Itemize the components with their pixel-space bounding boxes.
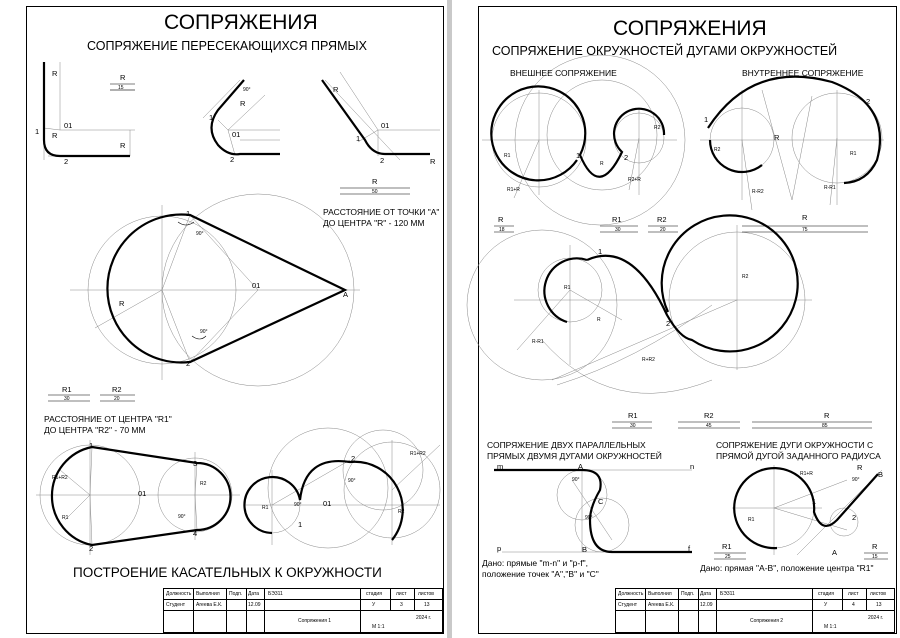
stamp-header-sheets: листов [418, 591, 434, 597]
external-tangency-label: ВНЕШНЕЕ СОПРЯЖЕНИЕ [510, 68, 617, 78]
int-rr2: R-R2 [752, 189, 764, 195]
line-r1r: R1+R [800, 471, 813, 477]
stamp-header-stage: стадия [366, 591, 382, 597]
ext-point-1: 1 [576, 151, 581, 160]
dim-mid-value-1: 30 [630, 423, 636, 429]
stamp-header-role: Должность [166, 591, 192, 597]
fig2-r: R [240, 99, 246, 108]
fig1-center-01: 01 [64, 121, 73, 130]
stamp-role: Студент [618, 602, 638, 608]
int-point-2: 2 [866, 97, 871, 106]
line-given-note: Дано: прямая "А-В", положение центра "R1" [700, 563, 874, 573]
int-r: R [774, 133, 780, 142]
par-a: A [578, 462, 584, 471]
sheet-2-title: СОПРЯЖЕНИЯ [613, 17, 767, 40]
stamp-sheet: 4 [852, 602, 855, 608]
ext-r1r: R1+R [507, 187, 520, 193]
stamp-group: БЭ311 [720, 591, 735, 597]
belt-point-2: 2 [89, 544, 94, 553]
drawing-sheet-1 [0, 0, 447, 638]
mix-point-2: 2 [666, 319, 671, 328]
line-point-1: 1 [812, 497, 817, 506]
line-tangency-caption: СОПРЯЖЕНИЕ ДУГИ ОКРУЖНОСТИ С ПРЯМОЙ ДУГОЙ ЗАДАННОГО РАДИУСА [716, 440, 881, 461]
line-r: R [857, 463, 863, 472]
stamp-scale: М 1:1 [824, 624, 837, 630]
mix-r1: R1 [564, 285, 571, 291]
caption-distance-a: РАССТОЯНИЕ ОТ ТОЧКИ "А" ДО ЦЕНТРА "R" - 120 ММ [323, 207, 440, 228]
big-point-a: A [343, 290, 349, 299]
sheet-2-subtitle: СОПРЯЖЕНИЕ ОКРУЖНОСТЕЙ ДУГАМИ ОКРУЖНОСТЕЙ [492, 44, 838, 58]
dim-mid-value-2: 45 [706, 423, 712, 429]
dim-mid-value-3: 85 [822, 423, 828, 429]
fig2-angle: 90° [243, 87, 251, 93]
fig2-point-1: 1 [209, 113, 214, 122]
big-center-01: 01 [252, 281, 261, 290]
arcs-angle-1: 90° [294, 502, 302, 508]
fig3-dim-value: 50 [372, 189, 378, 195]
fig1-dim-value: 15 [118, 85, 124, 91]
mix-r: R [597, 317, 601, 323]
ext-r2: R2 [654, 125, 661, 131]
fig1-r-inner: R [52, 131, 58, 140]
ext-r1: R1 [504, 153, 511, 159]
sheet-1-footer-title: ПОСТРОЕНИЕ КАСАТЕЛЬНЫХ К ОКРУЖНОСТИ [73, 565, 382, 580]
dim-top-value-2: 30 [615, 227, 621, 233]
big-point-1: 1 [186, 209, 191, 218]
stamp-year: 2024 г. [868, 615, 884, 621]
fig2-center-01: 01 [232, 130, 241, 139]
dim-r2-label: R2 [112, 385, 122, 394]
stamp-header-sheet: лист [848, 591, 859, 597]
arcs-r2: R2 [398, 509, 405, 515]
stamp-name: Агеева Е.К. [196, 602, 223, 608]
big-angle-bottom: 90° [200, 329, 208, 335]
par-f: f [688, 544, 691, 553]
fig1-point-2: 2 [64, 157, 69, 166]
dim-top-label-2: R1 [612, 215, 622, 224]
arcs-r1: R1 [262, 505, 269, 511]
stamp-date: 12.09 [248, 602, 261, 608]
caption-distance-r1r2: РАССТОЯНИЕ ОТ ЦЕНТРА "R1" ДО ЦЕНТРА "R2" - 70 ММ [44, 414, 172, 435]
stamp-scale: М 1:1 [372, 624, 385, 630]
par-angle-1: 90° [572, 477, 580, 483]
title-block-2 [615, 588, 895, 633]
line-r1: R1 [748, 517, 755, 523]
fig3-r: R [333, 85, 339, 94]
dim-bot-label-1: R1 [722, 542, 732, 551]
int-r1: R1 [850, 151, 857, 157]
big-point-2: 2 [186, 359, 191, 368]
stamp-header-sign: Подп. [229, 591, 243, 597]
stamp-date: 12.09 [700, 602, 713, 608]
stamp-stage: У [372, 602, 376, 608]
stamp-sheets: 13 [424, 602, 430, 608]
fig1-r-label: R [52, 69, 58, 78]
arcs-point-2: 2 [351, 454, 356, 463]
stamp-header-role: Должность [618, 591, 644, 597]
belt-point-1: 1 [89, 441, 94, 450]
line-angle: 90° [852, 477, 860, 483]
stamp-header-done: Выполнил [196, 591, 220, 597]
belt-r2: R2 [200, 481, 207, 487]
dim-top-label-1: R [498, 215, 504, 224]
par-b: B [582, 545, 588, 554]
sheet-1-title: СОПРЯЖЕНИЯ [164, 11, 318, 34]
dim-mid-label-2: R2 [704, 411, 714, 420]
ext-point-2: 2 [624, 153, 629, 162]
dim-r1-value: 30 [64, 396, 70, 402]
fig3-r2: R [430, 157, 436, 166]
fig3-center-01: 01 [381, 121, 390, 130]
stamp-header-sign: Подп. [681, 591, 695, 597]
drawing-sheet-2 [452, 0, 900, 638]
big-r: R [119, 299, 125, 308]
dim-bot-value-2: 15 [872, 554, 878, 560]
stamp-name: Агеева Е.К. [648, 602, 675, 608]
fig1-point-1: 1 [35, 127, 40, 136]
par-m: m [497, 462, 504, 471]
fig2-point-2: 2 [230, 155, 235, 164]
par-p: p [497, 544, 502, 553]
belt-angle: 90° [178, 514, 186, 520]
belt-point-4: 4 [193, 529, 198, 538]
dim-r1-label: R1 [62, 385, 72, 394]
stamp-header-sheets: листов [870, 591, 886, 597]
stamp-header-done: Выполнил [648, 591, 672, 597]
par-n: n [690, 462, 695, 471]
stamp-stage: У [824, 602, 828, 608]
stamp-year: 2024 г. [416, 615, 432, 621]
dim-mid-label-3: R [824, 411, 830, 420]
big-angle-top: 90° [196, 231, 204, 237]
parallel-caption: СОПРЯЖЕНИЕ ДВУХ ПАРАЛЛЕЛЬНЫХ ПРЯМЫХ ДВУМЯ ДУГАМИ ОКРУЖНОСТЕЙ [487, 440, 662, 461]
belt-r1r2: R1+R2 [52, 475, 68, 481]
stamp-sheet: 3 [400, 602, 403, 608]
stamp-header-date: Дата [700, 591, 712, 597]
ext-r2r: R2+R [628, 177, 641, 183]
belt-r1: R1 [62, 515, 69, 521]
parallel-given-note: Дано: прямые "m-n" и "p-f", положение точек "A","B" и "C" [482, 558, 599, 579]
stamp-sheets: 13 [876, 602, 882, 608]
int-r2: R2 [714, 147, 721, 153]
sheet-1-drawing [0, 0, 447, 638]
fig3-dim-label: R [372, 177, 378, 186]
arcs-r1r2: R1+R2 [410, 451, 426, 457]
mix-r2: R2 [742, 274, 749, 280]
stamp-group: БЭ311 [268, 591, 283, 597]
dim-bot-value-1: 25 [725, 554, 731, 560]
fig1-dim-label: R [120, 73, 126, 82]
sheet-2-drawing [452, 0, 900, 638]
stamp-document-name: Сопряжения 1 [298, 618, 332, 624]
dim-top-label-3: R2 [657, 215, 667, 224]
stamp-role: Студент [166, 602, 186, 608]
stamp-header-sheet: лист [396, 591, 407, 597]
int-rr1: R-R1 [824, 185, 836, 191]
dim-mid-label-1: R1 [628, 411, 638, 420]
stamp-header-stage: стадия [818, 591, 834, 597]
stamp-header-date: Дата [248, 591, 260, 597]
belt-point-3: 3 [193, 459, 198, 468]
line-a: A [832, 548, 838, 557]
dim-r2-value: 20 [114, 396, 120, 402]
int-point-1: 1 [704, 115, 709, 124]
arcs-center-01: 01 [323, 499, 332, 508]
dim-top-value-3: 20 [660, 227, 666, 233]
fig3-point-1: 1 [356, 134, 361, 143]
fig1-r-side: R [120, 141, 126, 150]
line-point-2: 2 [852, 513, 857, 522]
fig3-point-2: 2 [380, 156, 385, 165]
dim-top-value-4: 75 [802, 227, 808, 233]
dim-bot-label-2: R [872, 542, 878, 551]
belt-center-01: 01 [138, 489, 147, 498]
mix-rr2: R+R2 [642, 357, 655, 363]
sheet-1-subtitle: СОПРЯЖЕНИЕ ПЕРЕСЕКАЮЩИХСЯ ПРЯМЫХ [87, 39, 367, 53]
arcs-point-1: 1 [298, 520, 303, 529]
internal-tangency-label: ВНУТРЕННЕЕ СОПРЯЖЕНИЕ [742, 68, 864, 78]
dim-top-label-4: R [802, 213, 808, 222]
arcs-angle-2: 90° [348, 478, 356, 484]
stamp-document-name: Сопряжения 2 [750, 618, 784, 624]
ext-r: R [600, 161, 604, 167]
line-b: B [878, 470, 884, 479]
title-block-1 [163, 588, 443, 633]
par-angle-2: 90° [585, 515, 593, 521]
par-c: C [598, 497, 604, 506]
mix-rr1: R-R1 [532, 339, 544, 345]
dim-top-value-1: 18 [499, 227, 505, 233]
mix-point-1: 1 [598, 247, 603, 256]
